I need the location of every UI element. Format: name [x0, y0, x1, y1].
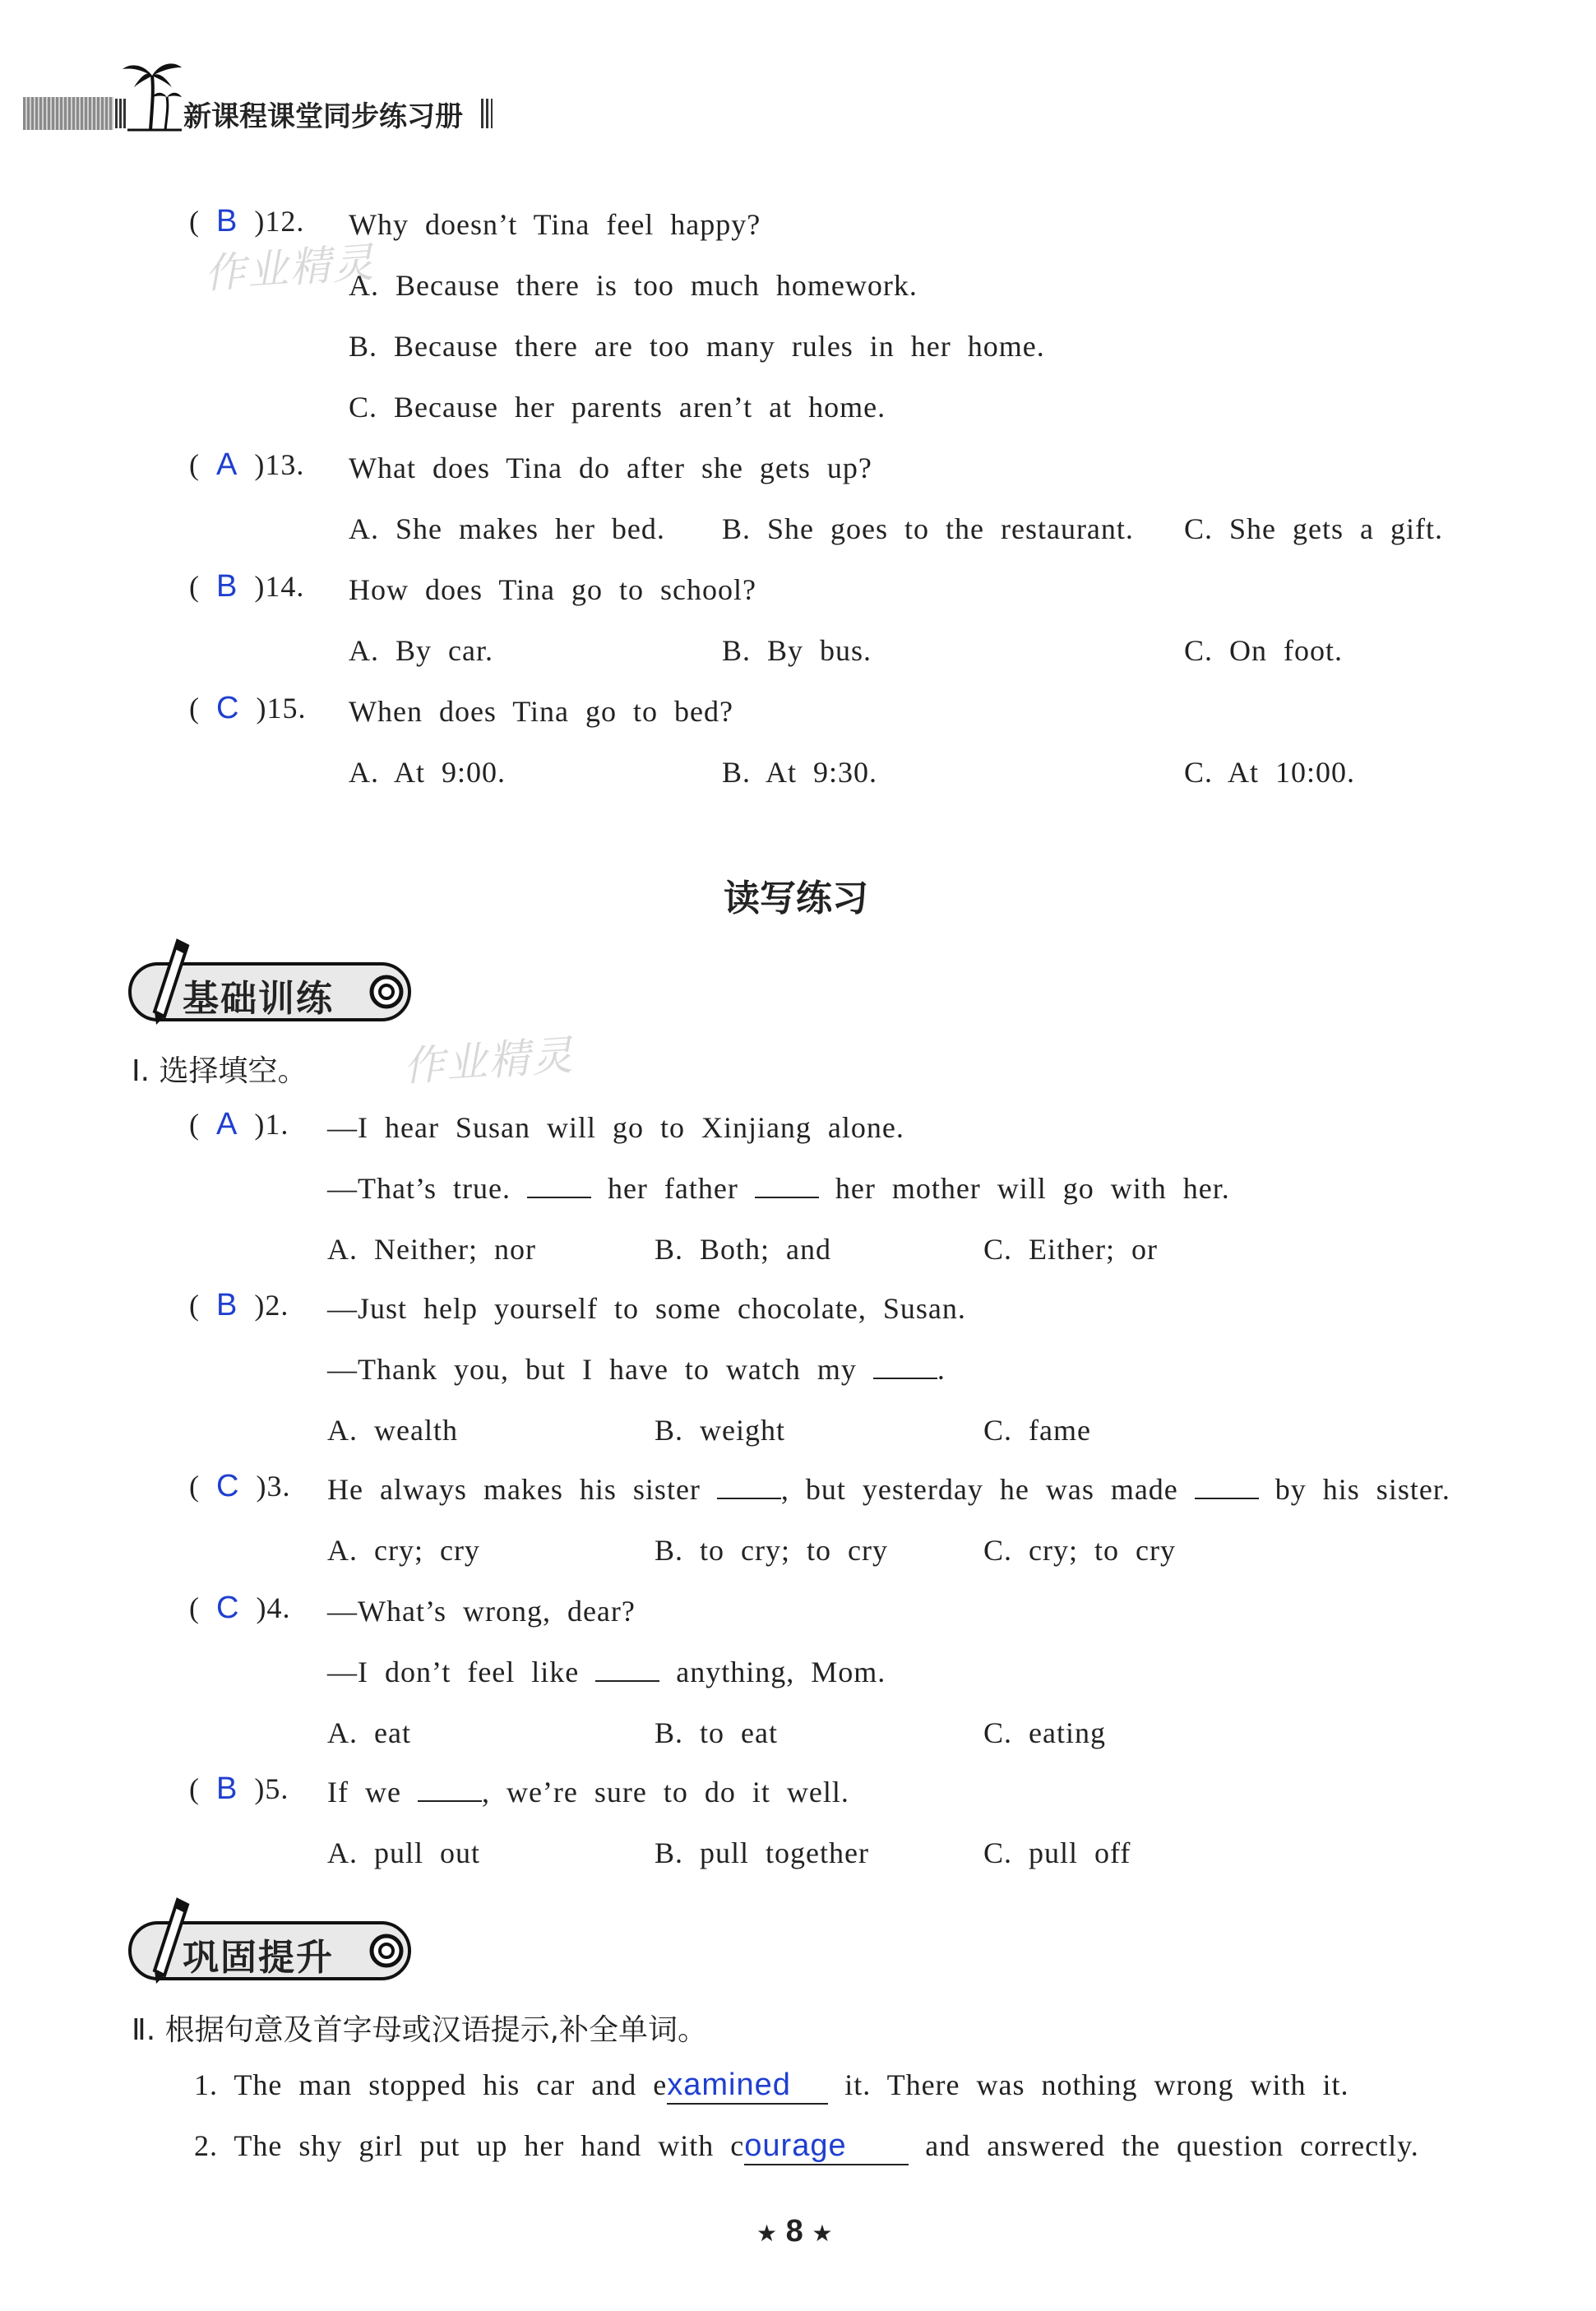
option: B. to cry; to cry [655, 1534, 888, 1567]
option: C. cry; to cry [983, 1534, 1176, 1567]
option: B. Because there are too many rules in her home. [349, 330, 1045, 363]
option: B. weight [655, 1414, 785, 1447]
star-icon: ★ [812, 2221, 833, 2246]
blank [717, 1476, 781, 1499]
palm-tree-icon [119, 58, 185, 132]
answer-bracket: ( B )5. [189, 1771, 289, 1806]
option: A. She makes her bed. [349, 512, 665, 545]
answer-bracket: ( A )13. [189, 447, 305, 482]
answer-bracket: ( B )14. [189, 569, 305, 604]
page-number: ★ 8 ★ [756, 2214, 833, 2248]
question-text: —I don’t feel like anything, Mom. [327, 1656, 886, 1688]
option: C. Because her parents aren’t at home. [349, 391, 886, 424]
answer-letter: A [216, 447, 238, 482]
question-text: —What’s wrong, dear? [327, 1595, 636, 1628]
option: C. She gets a gift. [1184, 512, 1443, 545]
option: B. pull together [655, 1836, 869, 1869]
badge-label: 巩固提升 [183, 1937, 334, 1979]
option: B. to eat [655, 1716, 778, 1749]
badge-label: 基础训练 [183, 978, 334, 1020]
question-text: He always makes his sister , but yesterday he was made by his sister. [327, 1473, 1450, 1506]
question-text: —I hear Susan will go to Xinjiang alone. [327, 1111, 904, 1144]
answer-letter: B [216, 204, 238, 239]
answer-bracket: ( C )4. [189, 1591, 291, 1625]
option: C. fame [983, 1414, 1091, 1447]
option: A. At 9:00. [349, 756, 507, 789]
star-icon: ★ [756, 2221, 778, 2246]
option: B. By bus. [722, 634, 872, 667]
question-text: —Just help yourself to some chocolate, Susan. [327, 1292, 966, 1325]
option: A. Because there is too much homework. [349, 269, 918, 302]
option: C. At 10:00. [1184, 756, 1356, 789]
fill-item-2: 2. The shy girl put up her hand with courage and answered the question correctly. [194, 2128, 1419, 2165]
watermark: 作业精灵 [202, 238, 377, 299]
blank [1195, 1476, 1259, 1499]
question-text: —That’s true. her father her mother will go with her. [327, 1172, 1230, 1205]
header-end-stripes [481, 99, 493, 128]
answer-bracket: ( C )3. [189, 1469, 291, 1503]
option: A. wealth [327, 1414, 458, 1447]
blank [418, 1779, 482, 1802]
answer-bracket: ( B )2. [189, 1288, 289, 1322]
option: B. At 9:30. [722, 756, 878, 789]
option: C. eating [983, 1716, 1106, 1749]
filled-answer: xamined [667, 2068, 791, 2102]
option: C. On foot. [1184, 634, 1343, 667]
answer-bracket: ( A )1. [189, 1107, 289, 1142]
fill-item-1: 1. The man stopped his car and examined it. There was nothing wrong with it. [194, 2068, 1349, 2105]
answer-bracket: ( B )12. [189, 204, 305, 239]
question-text: When does Tina go to bed? [349, 695, 733, 728]
option: A. Neither; nor [327, 1233, 536, 1266]
question-text: If we , we’re sure to do it well. [327, 1776, 849, 1809]
ring-icon [367, 1931, 406, 1971]
answer-bracket: ( C )15. [189, 691, 307, 725]
option: C. Either; or [983, 1233, 1158, 1266]
answer-letter: A [216, 1107, 238, 1142]
blank [595, 1659, 659, 1682]
header-decoration-bar [23, 97, 113, 130]
blank [873, 1356, 937, 1379]
option: A. eat [327, 1716, 411, 1749]
blank [527, 1175, 591, 1198]
option: B. Both; and [655, 1233, 832, 1266]
option: A. By car. [349, 634, 493, 667]
filled-answer: ourage [744, 2128, 847, 2163]
answer-letter: C [216, 1469, 240, 1503]
header-title: 新课程课堂同步练习册 [183, 100, 463, 133]
section-title: 读写练习 [724, 878, 868, 919]
part-2-title: Ⅱ. 根据句意及首字母或汉语提示,补全单词。 [132, 2013, 708, 2047]
option: B. She goes to the restaurant. [722, 512, 1134, 545]
answer-letter: B [216, 569, 238, 604]
watermark: 作业精灵 [401, 1030, 576, 1091]
option: A. cry; cry [327, 1534, 480, 1567]
answer-letter: C [216, 1591, 240, 1625]
answer-letter: B [216, 1771, 238, 1806]
answer-letter: C [216, 691, 240, 725]
answer-letter: B [216, 1288, 238, 1322]
question-text: —Thank you, but I have to watch my . [327, 1353, 946, 1386]
blank [755, 1175, 819, 1198]
option: A. pull out [327, 1836, 481, 1869]
question-text: How does Tina go to school? [349, 573, 757, 606]
ring-icon [367, 972, 406, 1012]
option: C. pull off [983, 1836, 1131, 1869]
question-text: What does Tina do after she gets up? [349, 452, 872, 484]
question-text: Why doesn’t Tina feel happy? [349, 208, 761, 241]
part-1-title: Ⅰ. 选择填空。 [132, 1054, 308, 1088]
